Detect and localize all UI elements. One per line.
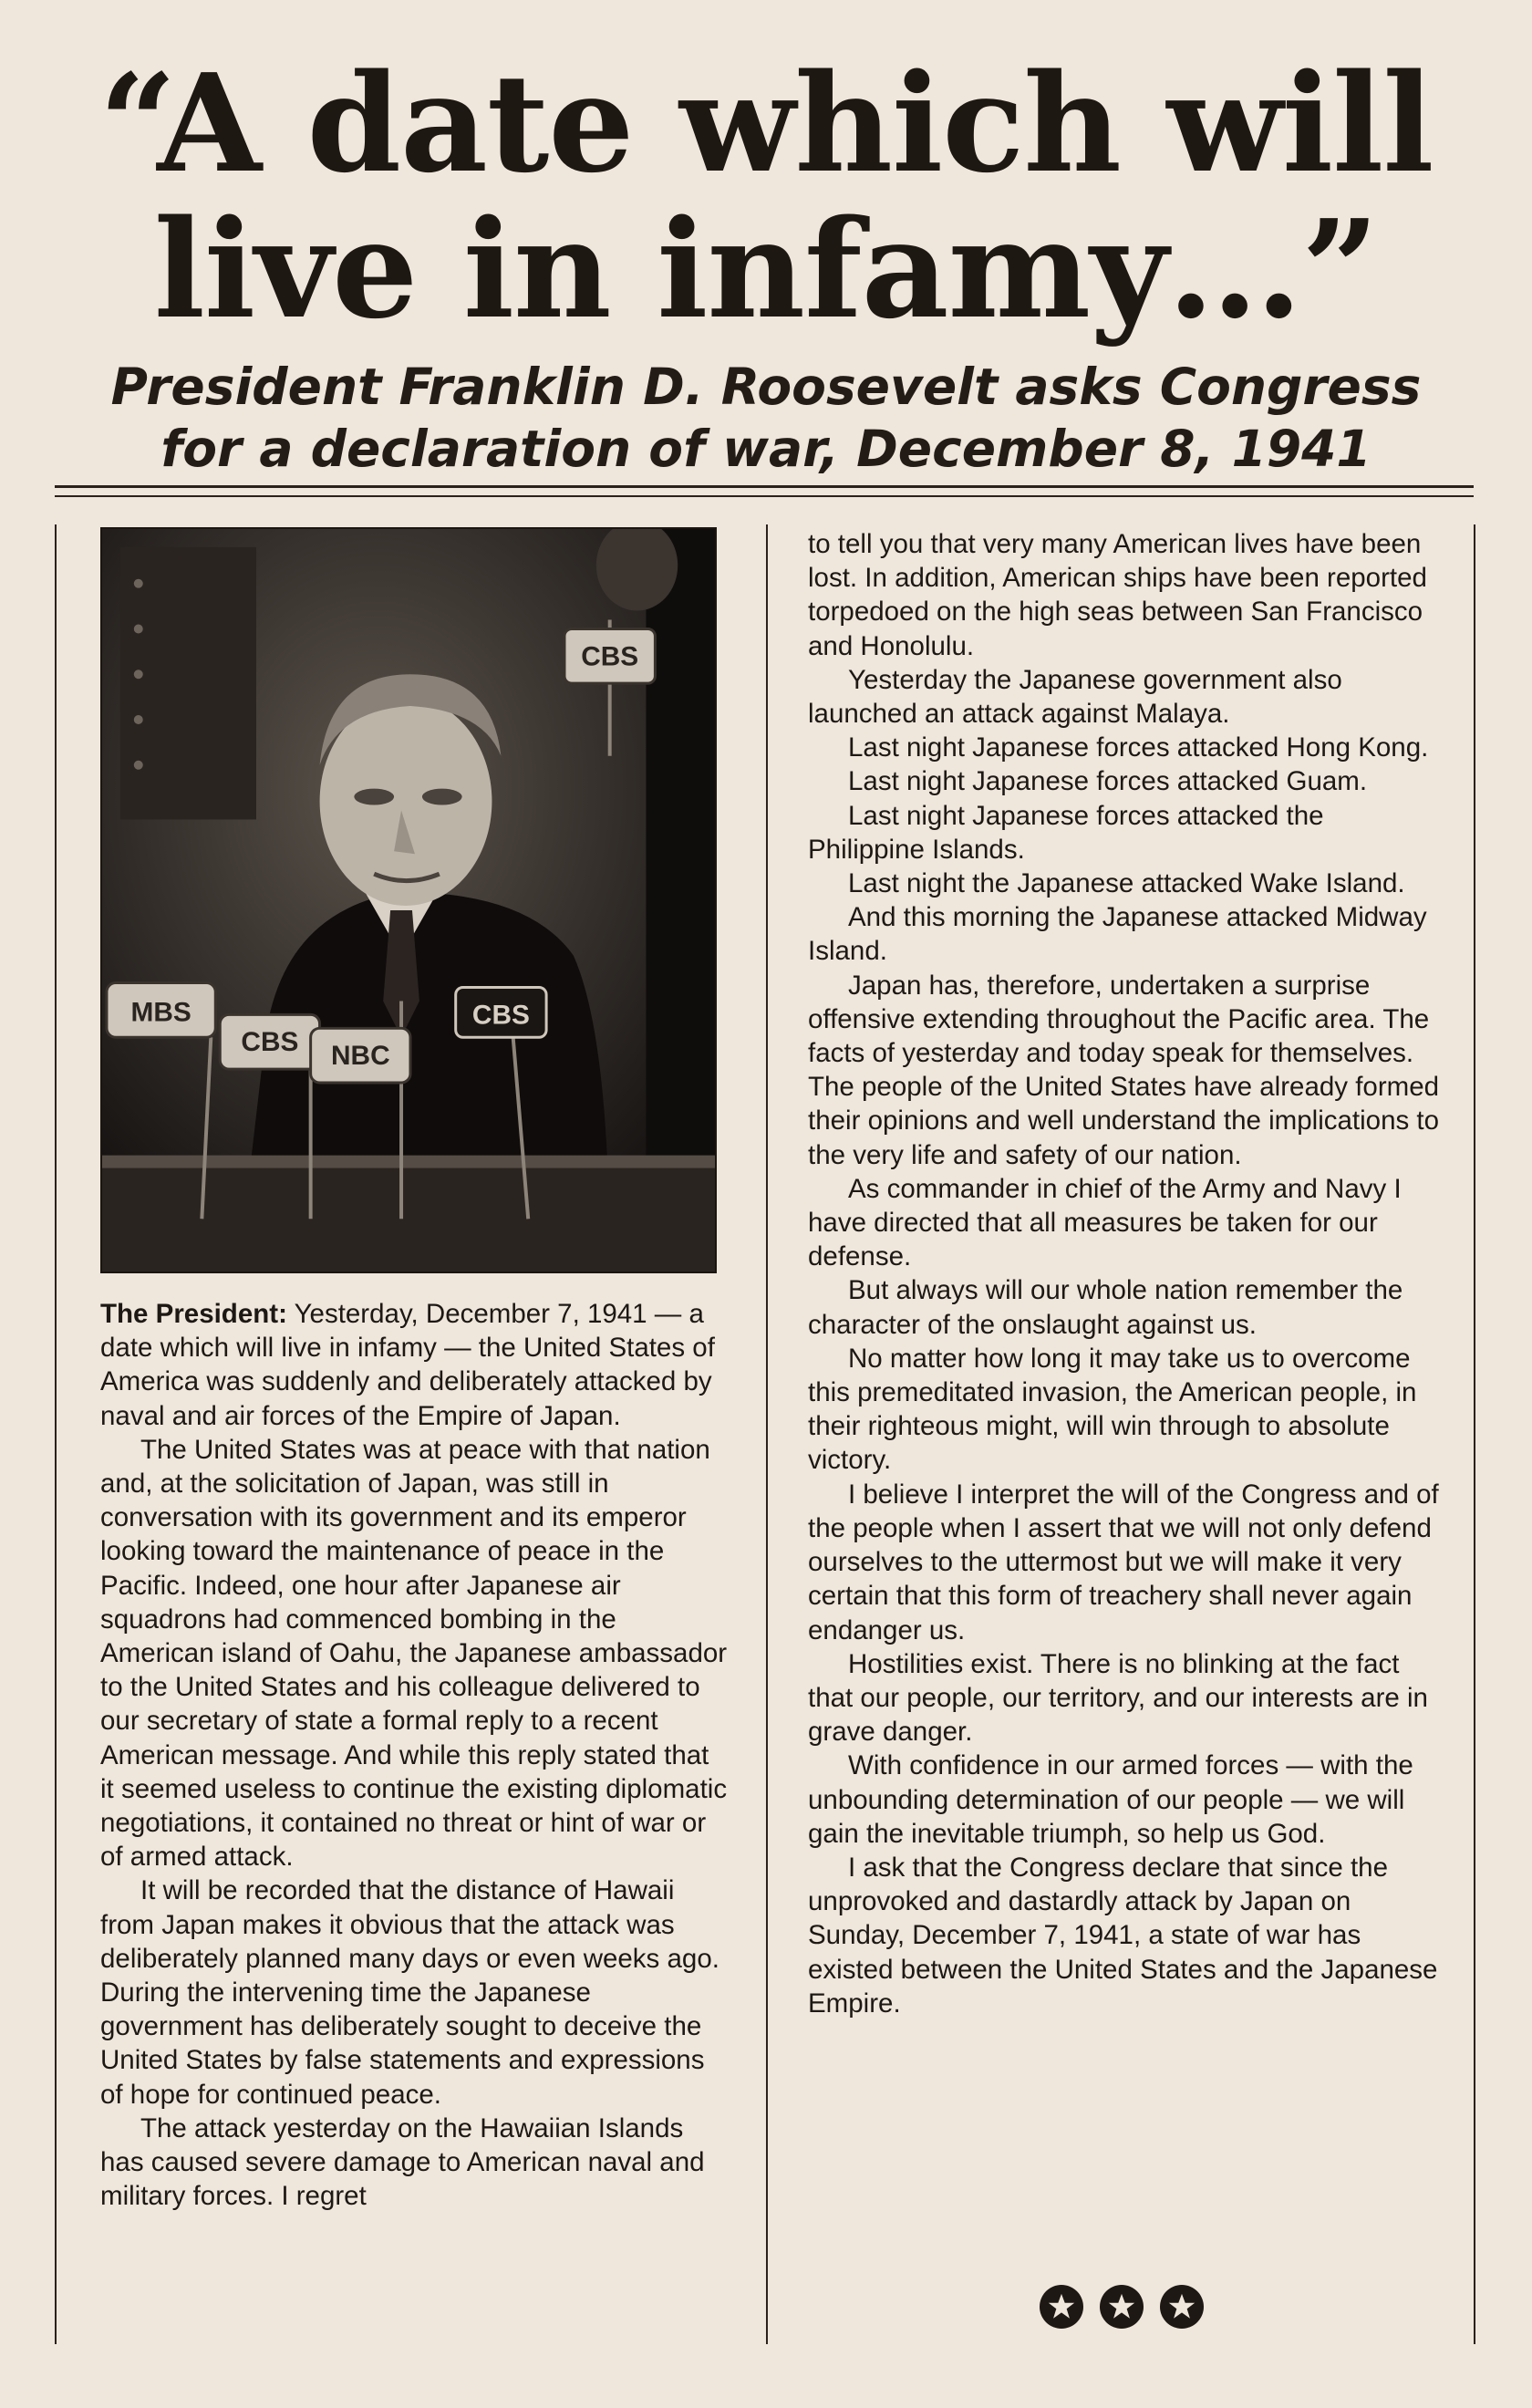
paragraph: It will be recorded that the distance of Hawaii from Japan makes it obvious that the attack was deliberately planned many days or even weeks ago. During the intervening time the Japanese government has deliberately sought to deceive the United States by false statements and expressions of hope for continued peace. [100, 1875, 719, 2110]
mic-label-mbs: MBS [130, 997, 192, 1028]
headline [55, 44, 1477, 348]
speaker-label: The President: [100, 1299, 287, 1329]
mic-label-cbs-left: CBS [241, 1027, 299, 1058]
paragraph: Hostilities exist. There is no blinking at the fact that our people, our territory, and our interests are in grave danger. [808, 1648, 1428, 1748]
paragraph: But always will our whole nation remember the character of the onslaught against us. [808, 1275, 1403, 1340]
paragraph: Japan has, therefore, undertaken a surprise offensive extending throughout the Pacific area. The facts of yesterday and today speak for themselves. The people of the United States have already formed their opinions and well understand the implications to the very life and safety of our nation. [808, 970, 1440, 1170]
paragraph: With confidence in our armed forces — with the unbounding determination of our people — we will gain the inevitable triumph, so help us God. [808, 1750, 1413, 1849]
paragraph-text: Yesterday, December 7, 1941 — a date which will live in infamy — the United States of America was suddenly and deliberately attacked by naval and air forces of the Empire of Japan. [100, 1299, 715, 1431]
subtitle-line-1: President Franklin D. Roosevelt asks Congress [110, 358, 1422, 416]
mic-label-cbs-top: CBS [581, 641, 639, 672]
headline-line-1: “A date which will [98, 44, 1434, 202]
mic-label-nbc: NBC [331, 1041, 390, 1072]
paragraph: Last night Japanese forces attacked Guam. [848, 766, 1368, 797]
star-in-circle-icon [1160, 2285, 1204, 2329]
article-column-left [100, 1297, 730, 2213]
paragraph: I ask that the Congress declare that since the unprovoked and dastardly attack by Japan on Sunday, December 7, 1941, a state of war has existed between the United States and the Japanese Empire. [808, 1852, 1438, 2019]
header-rule-bottom [55, 495, 1474, 497]
subtitle-line-2: for a declaration of war, December 8, 1941 [160, 420, 1372, 478]
column-rule-right [1474, 524, 1475, 2344]
paragraph: Last night the Japanese attacked Wake Island. [848, 868, 1405, 899]
paragraph: As commander in chief of the Army and Navy I have directed that all measures be taken for our defense. [808, 1173, 1402, 1272]
headline-line-2: live in infamy…” [153, 190, 1379, 348]
paragraph: Yesterday the Japanese government also launched an attack against Malaya. [808, 664, 1342, 730]
roosevelt-photo [100, 527, 717, 1273]
paragraph: I believe I interpret the will of the Congress and of the people when I assert that we will not only defend ourselves to the uttermost but we will make it very certain that this form of treachery shall never again endanger us. [808, 1479, 1439, 1645]
paragraph: Last night Japanese forces attacked the Philippine Islands. [808, 800, 1324, 865]
paragraph [100, 1297, 730, 1433]
mic-label-cbs-right: CBS [471, 1000, 530, 1031]
star-in-circle-icon [1100, 2285, 1144, 2329]
paragraph: Last night Japanese forces attacked Hong Kong. [848, 732, 1429, 763]
column-rule-middle [766, 524, 768, 2344]
subtitle [91, 356, 1441, 480]
paragraph: The United States was at peace with that nation and, at the solicitation of Japan, was still in conversation with its government and its emperor looking toward the maintenance of peace in the Pacific. Indeed, one hour after Japanese air squadrons had commenced bombing in the American island of Oahu, the Japanese ambassador to the United States and his colleague delivered to our secretary of state a formal reply to a recent American message. And while this reply stated that it seemed useless to continue the existing diplomatic negotiations, it contained no threat or hint of war or of armed attack. [100, 1434, 728, 1873]
paragraph: The attack yesterday on the Hawaiian Islands has caused severe damage to American naval and military forces. I regret [100, 2112, 705, 2212]
paragraph: No matter how long it may take us to overcome this premeditated invasion, the American people, in their righteous might, will win through to absolute victory. [808, 1343, 1417, 1476]
article-column-right [808, 527, 1446, 2020]
column-rule-left [55, 524, 57, 2344]
star-in-circle-icon [1040, 2285, 1083, 2329]
paragraph-continued: to tell you that very many American lives have been lost. In addition, American ships have been reported torpedoed on the high seas between San Francisco and Honolulu. [808, 529, 1427, 661]
header-rule-top [55, 485, 1474, 488]
star-ornament [1030, 2285, 1213, 2334]
paragraph: And this morning the Japanese attacked Midway Island. [808, 902, 1427, 967]
roosevelt-photo-illustration [102, 529, 715, 1271]
